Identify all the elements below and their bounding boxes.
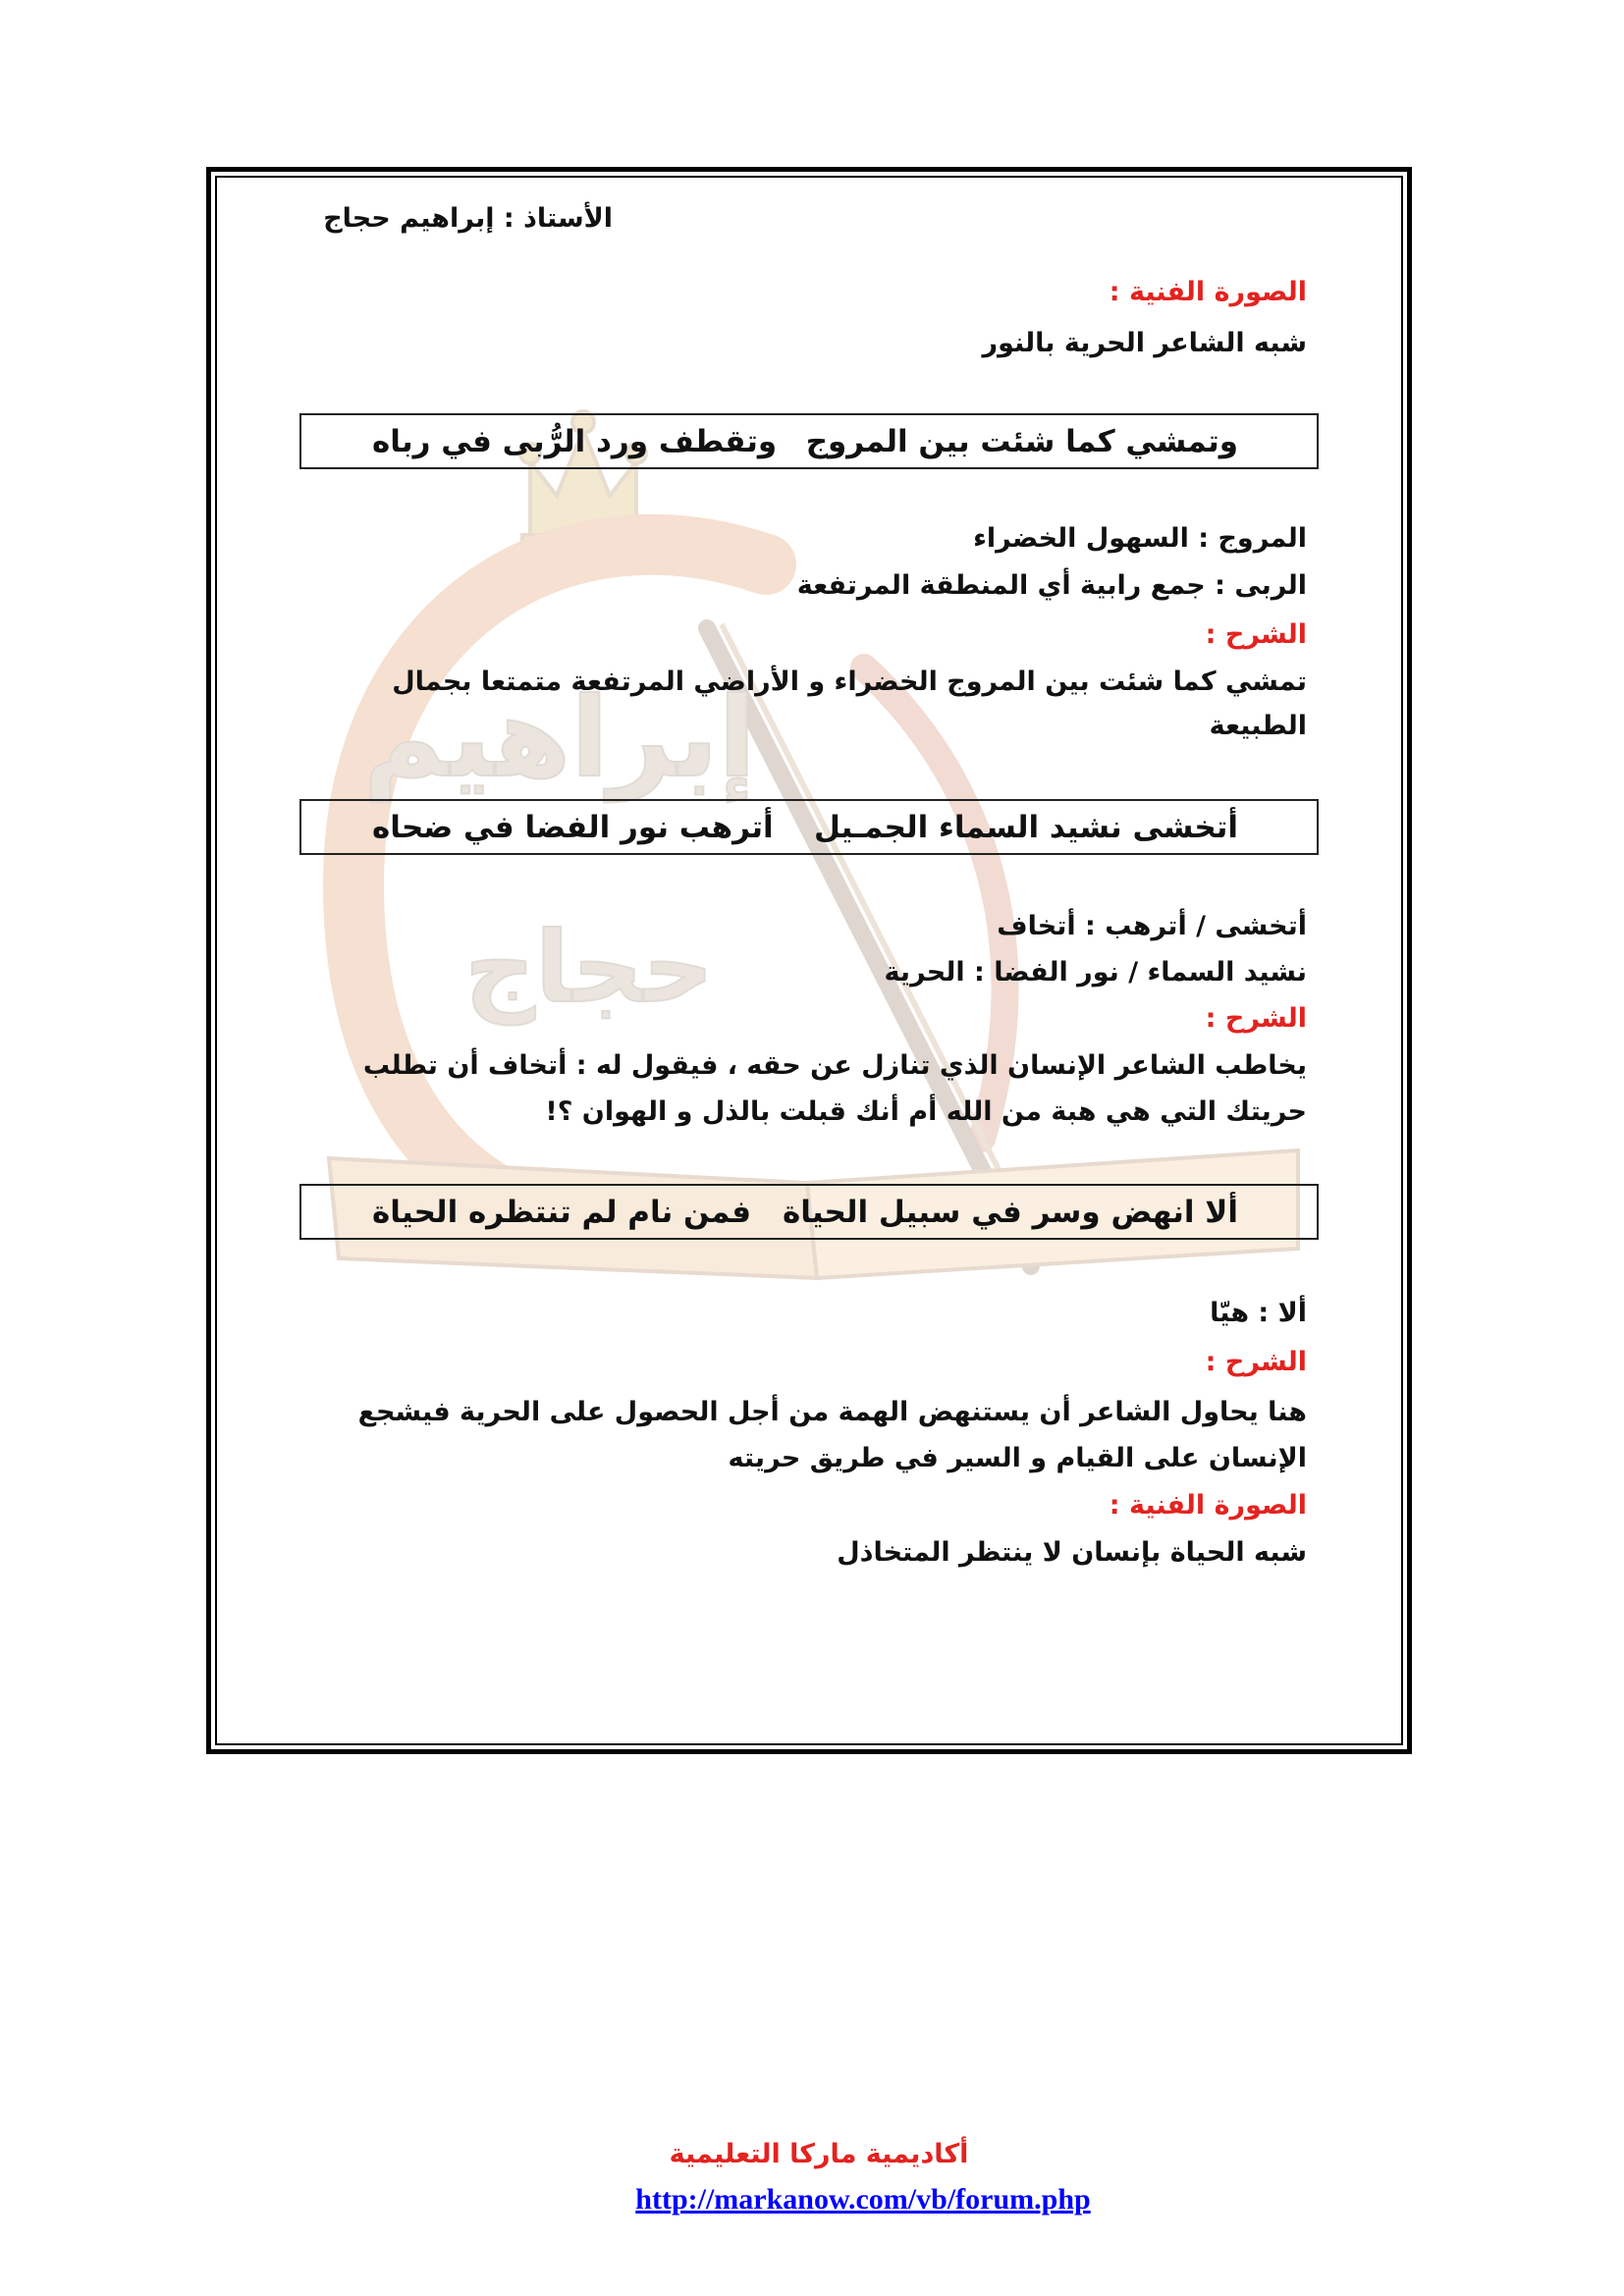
teacher-name: الأستاذ : إبراهيم حجاج: [323, 203, 613, 234]
verse-box: [299, 799, 1319, 855]
image-description: شبه الشاعر الحرية بالنور: [982, 328, 1307, 358]
verse-first-hemistich: أتخشى نشيد السماء الجمـيل: [813, 809, 1238, 845]
explanation-line: يخاطب الشاعر الإنسان الذي تنازل عن حقه ، فيقول له : أتخاف أن تطلب: [362, 1050, 1307, 1081]
verse-box: [299, 413, 1319, 469]
explanation-line: الإنسان على القيام و السير في طريق حريته: [728, 1443, 1307, 1473]
verse-second-hemistich: فمن نام لم تنتظره الحياة: [372, 1194, 752, 1230]
vocab-line: المروج : السهول الخضراء: [973, 523, 1307, 554]
verse-first-hemistich: ألا انهض وسر في سبيل الحياة: [782, 1194, 1238, 1230]
explanation-line: الطبيعة: [1209, 711, 1307, 741]
verse-second-hemistich: وتقطف ورد الرُّبى في رباه: [372, 423, 778, 459]
section-label-image: الصورة الفنية :: [1109, 277, 1307, 307]
footer-link-container: [568, 2181, 1158, 2218]
verse-box: [299, 1184, 1319, 1240]
section-label-image: الصورة الفنية :: [1109, 1490, 1307, 1521]
explanation-line: تمشي كما شئت بين المروج الخضراء و الأراضي المرتفعة متمتعا بجمال: [392, 667, 1307, 697]
section-label-explanation: الشرح :: [1205, 619, 1307, 650]
section-label-explanation: الشرح :: [1205, 1003, 1307, 1034]
explanation-line: حريتك التي هي هبة من الله أم أنك قبلت بالذل و الهوان ؟!: [545, 1096, 1307, 1127]
forum-link[interactable]: http://markanow.com/vb/forum.php: [635, 2183, 1091, 2216]
verse-first-hemistich: وتمشي كما شئت بين المروج: [805, 423, 1238, 459]
verse-second-hemistich: أترهب نور الفضا في ضحاه: [372, 809, 774, 845]
vocab-line: أتخشى / أترهب : أتخاف: [997, 911, 1307, 941]
academy-name: أكاديمية ماركا التعليمية: [669, 2139, 969, 2169]
section-label-explanation: الشرح :: [1205, 1347, 1307, 1377]
vocab-line: الربى : جمع رابية أي المنطقة المرتفعة: [796, 570, 1307, 601]
image-description: شبه الحياة بإنسان لا ينتظر المتخاذل: [837, 1537, 1307, 1568]
vocab-line: نشيد السماء / نور الفضا : الحرية: [884, 957, 1307, 988]
watermark-surname: حجاج: [464, 910, 714, 1025]
vocab-line: ألا : هيّا: [1210, 1298, 1307, 1328]
watermark-name: إبراهيم: [363, 674, 756, 802]
explanation-line: هنا يحاول الشاعر أن يستنهض الهمة من أجل الحصول على الحرية فيشجع: [357, 1397, 1307, 1427]
